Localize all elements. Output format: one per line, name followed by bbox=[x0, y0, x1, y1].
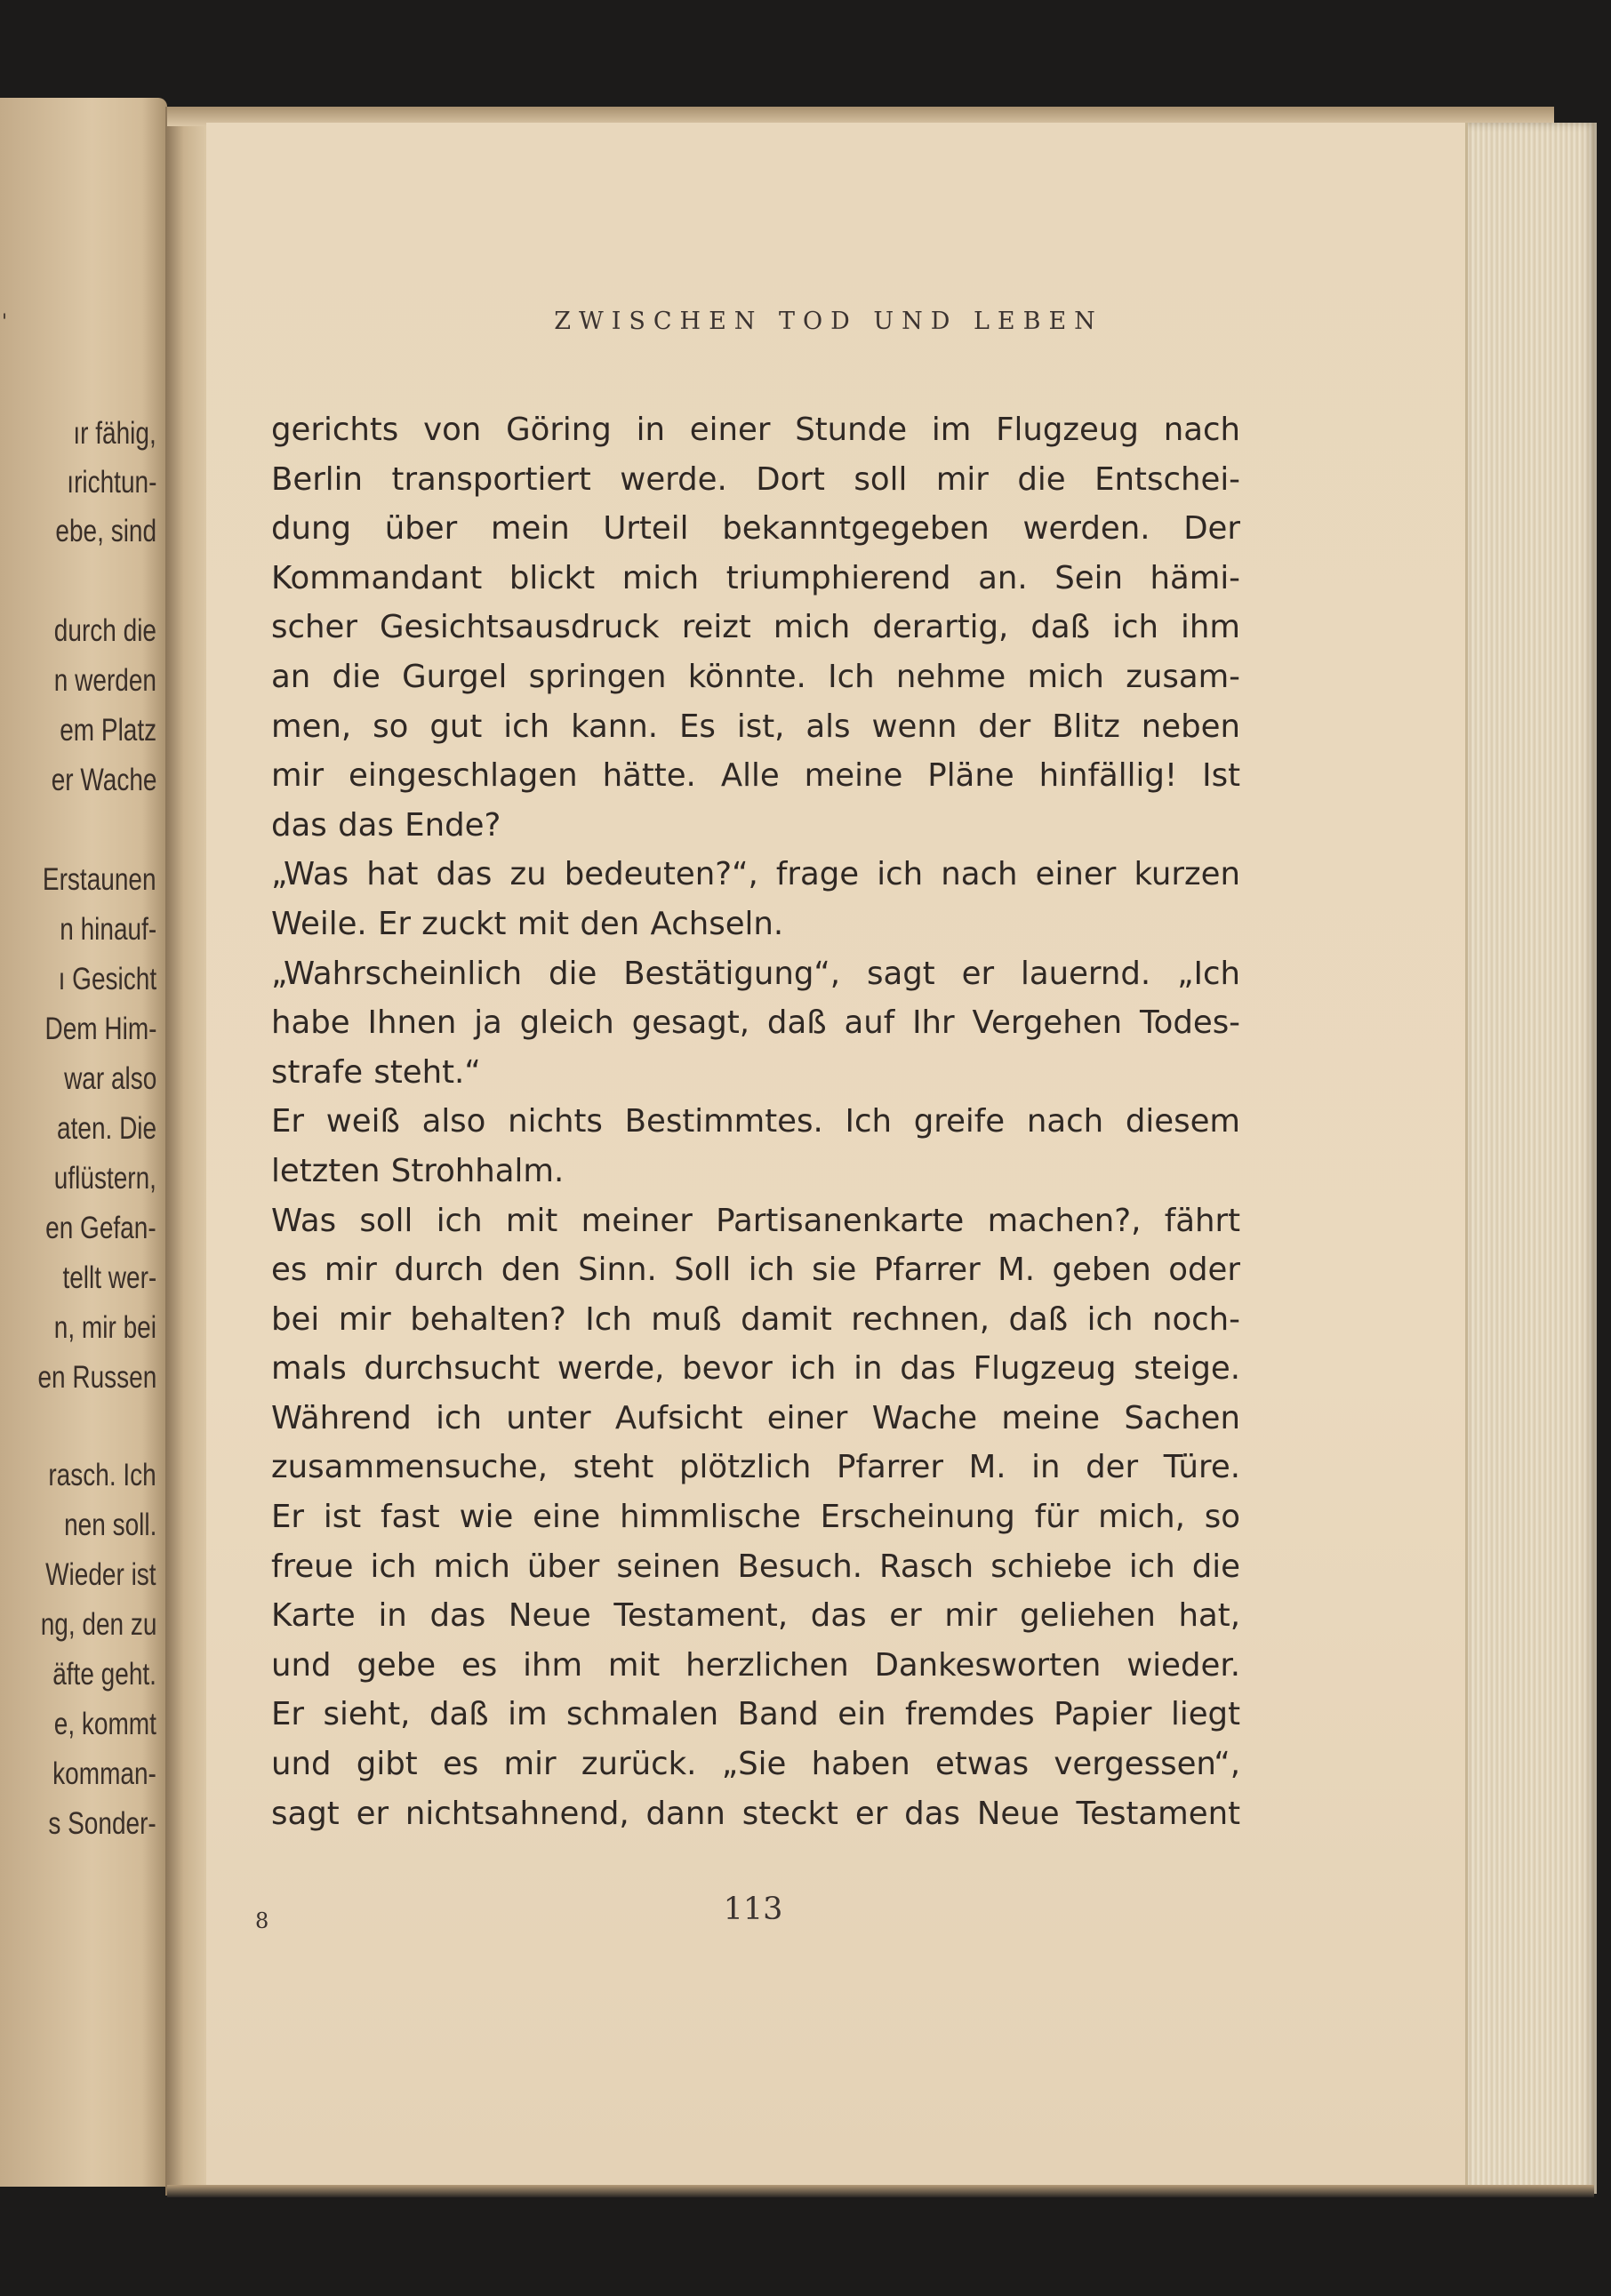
text-line: Karte in das Neue Testament, das er mir geliehen hat, bbox=[271, 1597, 1240, 1635]
text-line: Kommandant blickt mich triumphierend an. Sein hämi- bbox=[271, 559, 1240, 596]
left-page-line: s Sonder- bbox=[48, 1806, 156, 1841]
text-line: „Was hat das zu bedeuten?“, frage ich nach einer kurzen bbox=[271, 856, 1240, 893]
text-line: Er sieht, daß im schmalen Band ein fremdes Papier liegt bbox=[271, 1696, 1240, 1733]
text-line: Weile. Er zuckt mit den Achseln. bbox=[271, 905, 784, 942]
text-line: und gibt es mir zurück. „Sie haben etwas vergessen“, bbox=[271, 1746, 1240, 1783]
left-page-line: durch die bbox=[53, 613, 156, 648]
left-page-line: aten. Die bbox=[56, 1111, 156, 1146]
left-margin-mark: ' bbox=[2, 311, 8, 333]
left-page-line: ı Gesicht bbox=[58, 962, 156, 996]
left-page-line: e, kommt bbox=[53, 1707, 156, 1741]
left-page-line: n, mir bei bbox=[53, 1310, 156, 1345]
left-page-line: n hinauf- bbox=[60, 912, 156, 947]
text-line: das das Ende? bbox=[271, 806, 501, 844]
text-line: Was soll ich mit meiner Partisanenkarte machen?, fährt bbox=[271, 1202, 1240, 1239]
text-line: zusammensuche, steht plötzlich Pfarrer M. in der Türe. bbox=[271, 1449, 1240, 1486]
text-line: Er weiß also nichts Bestimmtes. Ich greife nach diesem bbox=[271, 1103, 1240, 1140]
text-line: mir eingeschlagen hätte. Alle meine Pläne hinfällig! Ist bbox=[271, 757, 1240, 795]
left-page-line: rasch. Ich bbox=[48, 1458, 156, 1492]
text-line: bei mir behalten? Ich muß damit rechnen, daß ich noch- bbox=[271, 1300, 1240, 1338]
running-header: ZWISCHEN TOD UND LEBEN bbox=[554, 308, 1103, 335]
text-line: dung über mein Urteil bekanntgegeben werden. Der bbox=[271, 510, 1240, 548]
body-text bbox=[271, 405, 1240, 1838]
text-line: Er ist fast wie eine himmlische Erscheinung für mich, so bbox=[271, 1499, 1240, 1536]
left-page-line: en Gefan- bbox=[45, 1211, 156, 1245]
text-line: letzten Strohhalm. bbox=[271, 1152, 565, 1189]
left-page-line: en Russen bbox=[37, 1360, 156, 1395]
left-page-line: ebe, sind bbox=[55, 514, 156, 548]
page-bottom-shadow bbox=[167, 2185, 1594, 2197]
left-page-line: äfte geht. bbox=[52, 1657, 156, 1692]
left-page-line: Erstaunen bbox=[43, 862, 156, 897]
left-page-line: uflüstern, bbox=[53, 1161, 156, 1196]
left-page-line: er Wache bbox=[51, 763, 156, 797]
text-line: mals durchsucht werde, bevor ich in das Flugzeug steige. bbox=[271, 1350, 1240, 1388]
text-line: freue ich mich über seinen Besuch. Rasch schiebe ich die bbox=[271, 1548, 1240, 1585]
left-page-line: ng, den zu bbox=[40, 1607, 156, 1642]
text-line: an die Gurgel springen könnte. Ich nehme mich zusam- bbox=[271, 658, 1240, 695]
left-page bbox=[0, 98, 167, 2187]
text-line: scher Gesichtsausdruck reizt mich derartig, daß ich ihm bbox=[271, 609, 1240, 646]
text-line: es mir durch den Sinn. Soll ich sie Pfarrer M. geben oder bbox=[271, 1252, 1240, 1289]
left-page-line: ır fähig, bbox=[73, 416, 156, 451]
text-line: „Wahrscheinlich die Bestätigung“, sagt er lauernd. „Ich bbox=[271, 955, 1240, 992]
left-page-line: Wieder ist bbox=[45, 1557, 156, 1592]
page-block-edges bbox=[1465, 123, 1597, 2194]
left-page-line: nen soll. bbox=[63, 1508, 156, 1542]
left-page-line: n werden bbox=[53, 663, 156, 698]
text-line: habe Ihnen ja gleich gesagt, daß auf Ihr Vergehen Todes- bbox=[271, 1004, 1240, 1042]
left-page-line: Dem Him- bbox=[44, 1012, 156, 1046]
text-line: sagt er nichtsahnend, dann steckt er das Neue Testament bbox=[271, 1795, 1240, 1832]
left-page-line: ırichtun- bbox=[66, 465, 156, 500]
left-page-line: em Platz bbox=[60, 713, 156, 748]
left-page-line: tellt wer- bbox=[62, 1260, 156, 1295]
left-page-line: komman- bbox=[52, 1756, 156, 1791]
text-line: Berlin transportiert werde. Dort soll mir die Entschei- bbox=[271, 460, 1240, 498]
left-page-line: war also bbox=[63, 1061, 156, 1096]
signature-mark: 8 bbox=[255, 1908, 269, 1933]
page-number: 113 bbox=[723, 1892, 783, 1927]
text-line: Während ich unter Aufsicht einer Wache meine Sachen bbox=[271, 1399, 1240, 1436]
text-line: und gebe es ihm mit herzlichen Dankesworten wieder. bbox=[271, 1646, 1240, 1684]
text-line: gerichts von Göring in einer Stunde im Flugzeug nach bbox=[271, 412, 1240, 448]
text-line: strafe steht.“ bbox=[271, 1053, 481, 1091]
text-line: men, so gut ich kann. Es ist, als wenn der Blitz neben bbox=[271, 708, 1240, 745]
